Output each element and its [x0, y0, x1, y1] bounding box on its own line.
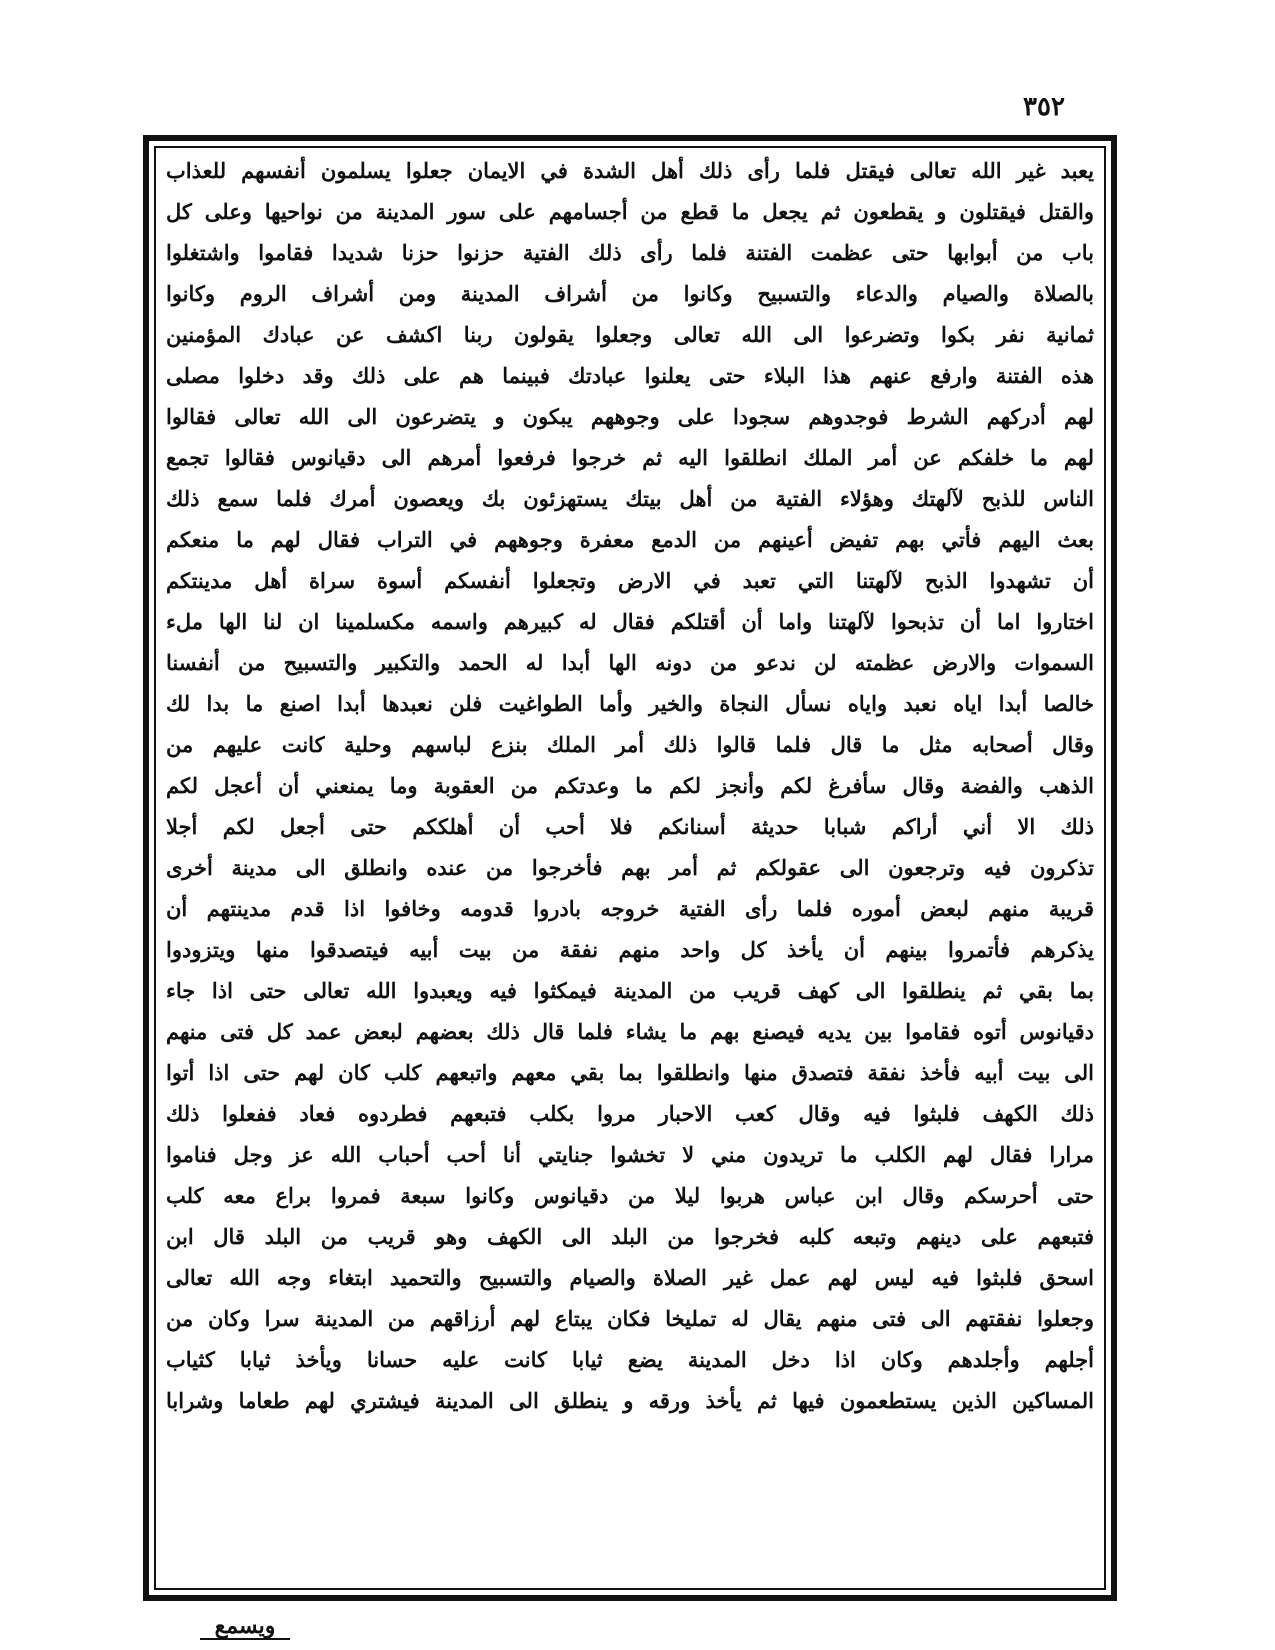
text-line: اختاروا اما أن تذبحوا لآلهتنا واما أن أقتلكم فقال له كبيرهم واسمه مكسلمينا ان لنا الها ملء [166, 609, 1094, 634]
text-line: المساكين الذين يستطعمون فيها ثم يأخذ ورقه و ينطلق الى المدينة فيشتري لهم طعاما وشرابا [166, 1388, 1094, 1413]
text-line: وقال أصحابه مثل ما قال فلما قالوا ذلك أمر الملك بنزع لباسهم وحلية كانت عليهم من [166, 732, 1094, 757]
text-line: حتى أحرسكم وقال ابن عباس هربوا ليلا من دقيانوس وكانوا سبعة فمروا براع معه كلب [166, 1183, 1094, 1208]
text-line: بعث اليهم فأتي بهم تفيض أعينهم من الدمع معفرة وجوههم في التراب فقال لهم ما منعكم [166, 527, 1094, 552]
text-line: دقيانوس أتوه فقاموا بين يديه فيصنع بهم ما يشاء فلما قال ذلك بعضهم لبعض عمد كل فتى منهم [166, 1019, 1094, 1044]
text-line: والقتل فيقتلون و يقطعون ثم يجعل ما قطع من أجسامهم على سور المدينة من نواحيها وعلى كل [166, 199, 1094, 224]
text-line: تذكرون فيه وترجعون الى عقولكم ثم أمر بهم فأخرجوا من عنده وانطلق الى مدينة أخرى [166, 855, 1094, 880]
text-line: باب من أبوابها حتى عظمت الفتنة فلما رأى ذلك الفتية حزنوا حزنا شديدا فقاموا واشتغلوا [166, 240, 1094, 265]
text-line: خالصا أبدا اياه نعبد واياه نسأل النجاة والخير وأما الطواغيت فلن نعبدها أبدا اصنع ما بدا لك [166, 691, 1094, 716]
text-line: ذلك الكهف فلبثوا فيه وقال كعب الاحبار مروا بكلب فتبعهم فطردوه فعاد ففعلوا ذلك [166, 1101, 1094, 1126]
text-line: يذكرهم فأتمروا بينهم أن يأخذ كل واحد منهم نفقة من بيت أبيه فيتصدقوا منها ويتزودوا [166, 937, 1094, 962]
catchword: ويسمع [200, 1614, 290, 1640]
text-line: ذلك الا أني أراكم شبابا حديثة أسنانكم فلا أحب أن أهلككم حتى أجعل لكم أجلا [166, 814, 1094, 839]
text-line: الذهب والفضة وقال سأفرغ لكم وأنجز لكم ما وعدتكم من العقوبة وما يمنعني أن أعجل لكم [166, 773, 1094, 798]
body-text [160, 150, 1100, 1586]
text-line: مرارا فقال لهم الكلب ما تريدون مني لا تخشوا جنايتي أنا أحب أحباب الله عز وجل فناموا [166, 1142, 1094, 1167]
text-line: أن تشهدوا الذبح لآلهتنا التي تعبد في الارض وتجعلوا أنفسكم أسوة سراة أهل مدينتكم [166, 568, 1094, 593]
text-line: اسحق فلبثوا فيه ليس لهم عمل غير الصلاة والصيام والتسبيح والتحميد ابتغاء وجه الله تعالى [166, 1265, 1094, 1290]
text-line: بالصلاة والصيام والدعاء والتسبيح وكانوا من أشراف المدينة ومن أشراف الروم وكانوا [166, 281, 1094, 306]
text-line: فتبعهم على دينهم وتبعه كلبه فخرجوا من البلد الى الكهف وهو قريب من البلد قال ابن [166, 1224, 1094, 1249]
text-line: ثمانية نفر بكوا وتضرعوا الى الله تعالى وجعلوا يقولون ربنا اكشف عن عبادك المؤمنين [166, 322, 1094, 347]
page-number: ٣٥٢ [1023, 92, 1065, 122]
text-line: يعبد غير الله تعالى فيقتل فلما رأى ذلك أهل الشدة في الايمان جعلوا يسلمون أنفسهم للعذاب [166, 158, 1094, 183]
text-line: لهم ما خلفكم عن أمر الملك انطلقوا اليه ثم خرجوا فرفعوا أمرهم الى دقيانوس فقالوا تجمع [166, 445, 1094, 470]
text-line: السموات والارض عظمته لن ندعو من دونه الها أبدا له الحمد والتكبير والتسبيح من أنفسنا [166, 650, 1094, 675]
text-line: أجلهم وأجلدهم وكان اذا دخل المدينة يضع ثيابا كانت عليه حسانا ويأخذ ثيابا كثياب [166, 1347, 1094, 1372]
text-line: هذه الفتنة وارفع عنهم هذا البلاء حتى يعلنوا عبادتك فبينما هم على ذلك وقد دخلوا مصلى [166, 363, 1094, 388]
text-line: قريبة منهم لبعض أموره فلما رأى الفتية خروجه بادروا قدومه وخافوا اذا قدم مدينتهم أن [166, 896, 1094, 921]
text-line: لهم أدركهم الشرط فوجدوهم سجودا على وجوههم يبكون و يتضرعون الى الله تعالى فقالوا [166, 404, 1094, 429]
text-line: بما بقي ثم ينطلقوا الى كهف قريب من المدينة فيمكثوا فيه ويعبدوا الله تعالى حتى اذا جاء [166, 978, 1094, 1003]
text-line: الناس للذبح لآلهتك وهؤلاء الفتية من أهل بيتك يستهزئون بك ويعصون أمرك فلما سمع ذلك [166, 486, 1094, 511]
text-line: الى بيت أبيه فأخذ نفقة فتصدق منها وانطلقوا بما بقي معهم واتبعهم كلب كان لهم حتى اذا أتوا [166, 1060, 1094, 1085]
text-line: وجعلوا نفقتهم الى فتى منهم يقال له تمليخا فكان يبتاع لهم أرزاقهم من المدينة سرا وكان من [166, 1306, 1094, 1331]
